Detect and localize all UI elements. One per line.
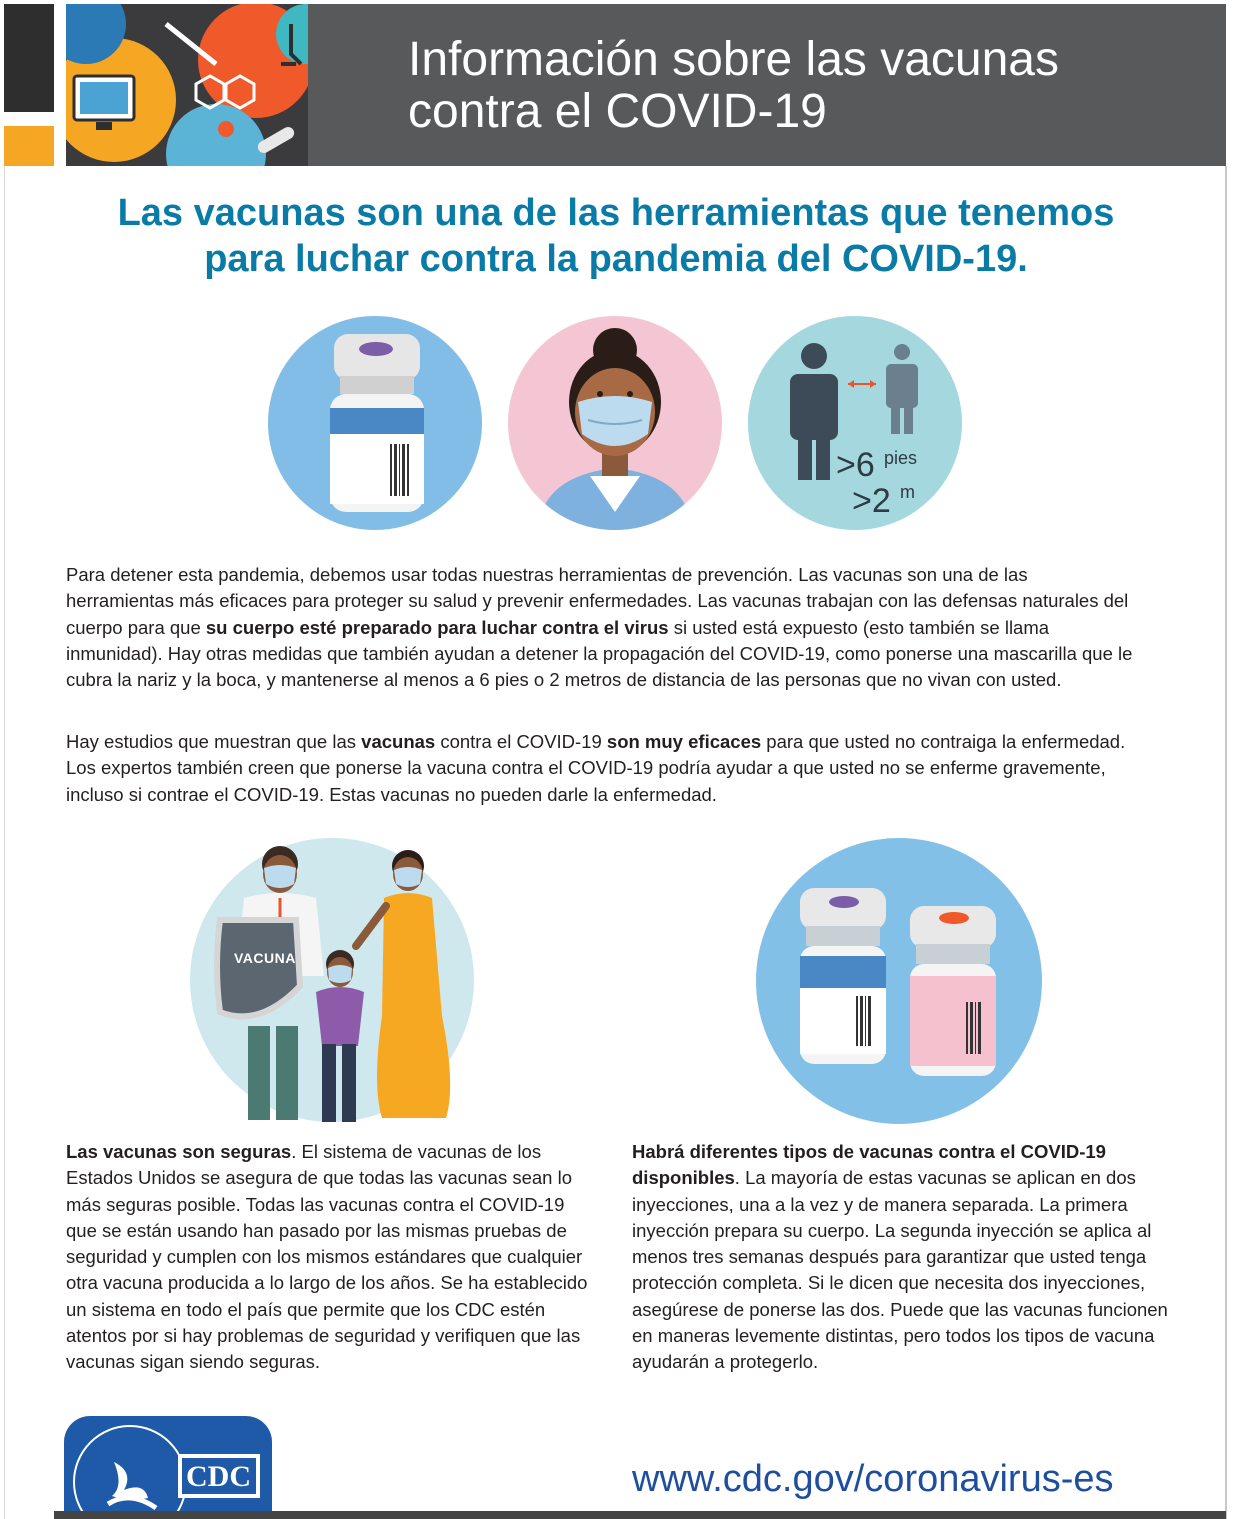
efficacy-text-3: para que usted no contraiga la enfermedad. Los expertos también creen que ponerse la vacuna contra el COVID-19 podría ayudar a que usted no se enferme gravemente, incluso si contrae el COVID-19. Estas vacunas no pueden darle la enfermedad. (66, 731, 1126, 805)
bottom-divider (54, 1511, 1226, 1519)
decorative-bar-orange (4, 126, 54, 166)
safety-text: . El sistema de vacunas de los Estados Unidos se asegura de que todas las vacunas sean lo más seguras posible. Todas las vacunas contra el COVID-19 que se están usando han pasado por las mismas pruebas de seguridad y cumplen con los mismos estándares que cualquier otra vacuna producida a lo largo de los años. Se ha establecido un sistema en todo el país que permite que los CDC estén atentos por si hay problemas de seguridad y verifiquen que las vacunas sigan siendo seguras. (66, 1141, 588, 1373)
header-banner (66, 4, 1226, 166)
headline-line1: Las vacunas son una de las herramientas que tenemos (117, 192, 1115, 234)
safety-paragraph (66, 1139, 596, 1376)
masked-woman-icon (508, 316, 722, 530)
efficacy-bold-1: vacunas (361, 731, 436, 752)
cdc-logo-text: CDC (186, 1460, 251, 1493)
types-bold: Habrá diferentes tipos de vacunas contra el COVID-19 disponibles (632, 1141, 1106, 1189)
science-collage-illustration (66, 4, 308, 166)
safety-bold: Las vacunas son seguras (66, 1141, 292, 1162)
vaccine-vial-icon (268, 316, 482, 530)
efficacy-bold-2: son muy eficaces (606, 731, 762, 752)
distance-feet-value: >6 (836, 446, 875, 484)
social-distance-icon (748, 316, 962, 530)
intro-text-2: si usted está expuesto (esto también se llama inmunidad). Hay otras medidas que también ayudan a detener la propagación del COVID-19, como ponerse una mascarilla que le cubra la nariz y la boca, y mantenerse al menos a 6 pies o 2 metros de distancia de las personas que no vivan con usted. (66, 616, 1133, 691)
page-right-border (1225, 166, 1227, 1519)
decorative-bar-dark (4, 4, 54, 112)
page-left-border (4, 166, 5, 1519)
cdc-website-link[interactable]: www.cdc.gov/coronavirus-es (632, 1458, 1114, 1500)
intro-text-1: Para detener esta pandemia, debemos usar todas nuestras herramientas de prevención. Las vacunas son una de las herramientas más eficaces para proteger su salud y prevenir enfermedades. Las vacunas trabajan con las defensas naturales del cuerpo para que (66, 564, 1129, 638)
vaccine-types-paragraph (632, 1139, 1168, 1376)
intro-bold-1: su cuerpo esté preparado para luchar contra el virus (205, 616, 669, 638)
main-headline (66, 190, 1166, 282)
distance-feet-unit: pies (884, 448, 918, 468)
efficacy-text-1: Hay estudios que muestran que las (66, 731, 362, 752)
vaccine-types-illustration (756, 838, 1042, 1124)
family-shield-illustration (186, 836, 478, 1126)
distance-meters-unit: m (900, 482, 915, 502)
distance-meters-value: >2 (852, 482, 891, 520)
intro-paragraph (66, 562, 1136, 693)
page-title-line2: contra el COVID-19 (408, 85, 827, 138)
efficacy-paragraph (66, 729, 1136, 808)
types-text: . La mayoría de estas vacunas se aplican en dos inyecciones, una a la vez y de manera separada. La primera inyección prepara su cuerpo. La segunda inyección se aplica al menos tres semanas después para garantizar que usted tenga protección completa. Si le dicen que necesita dos inyecciones, asegúrese de ponerse las dos. Puede que las vacunas funcionen en maneras levemente distintas, pero todos los tipos de vacuna ayudarán a protegerlo. (632, 1167, 1168, 1373)
headline-line2: para luchar contra la pandemia del COVID-19. (204, 238, 1028, 280)
efficacy-text-2: contra el COVID-19 (435, 731, 607, 752)
cdc-hhs-logo (64, 1416, 272, 1519)
shield-label: VACUNA (234, 950, 296, 966)
page-title (408, 34, 1059, 138)
page-title-line1: Información sobre las vacunas (408, 33, 1059, 86)
